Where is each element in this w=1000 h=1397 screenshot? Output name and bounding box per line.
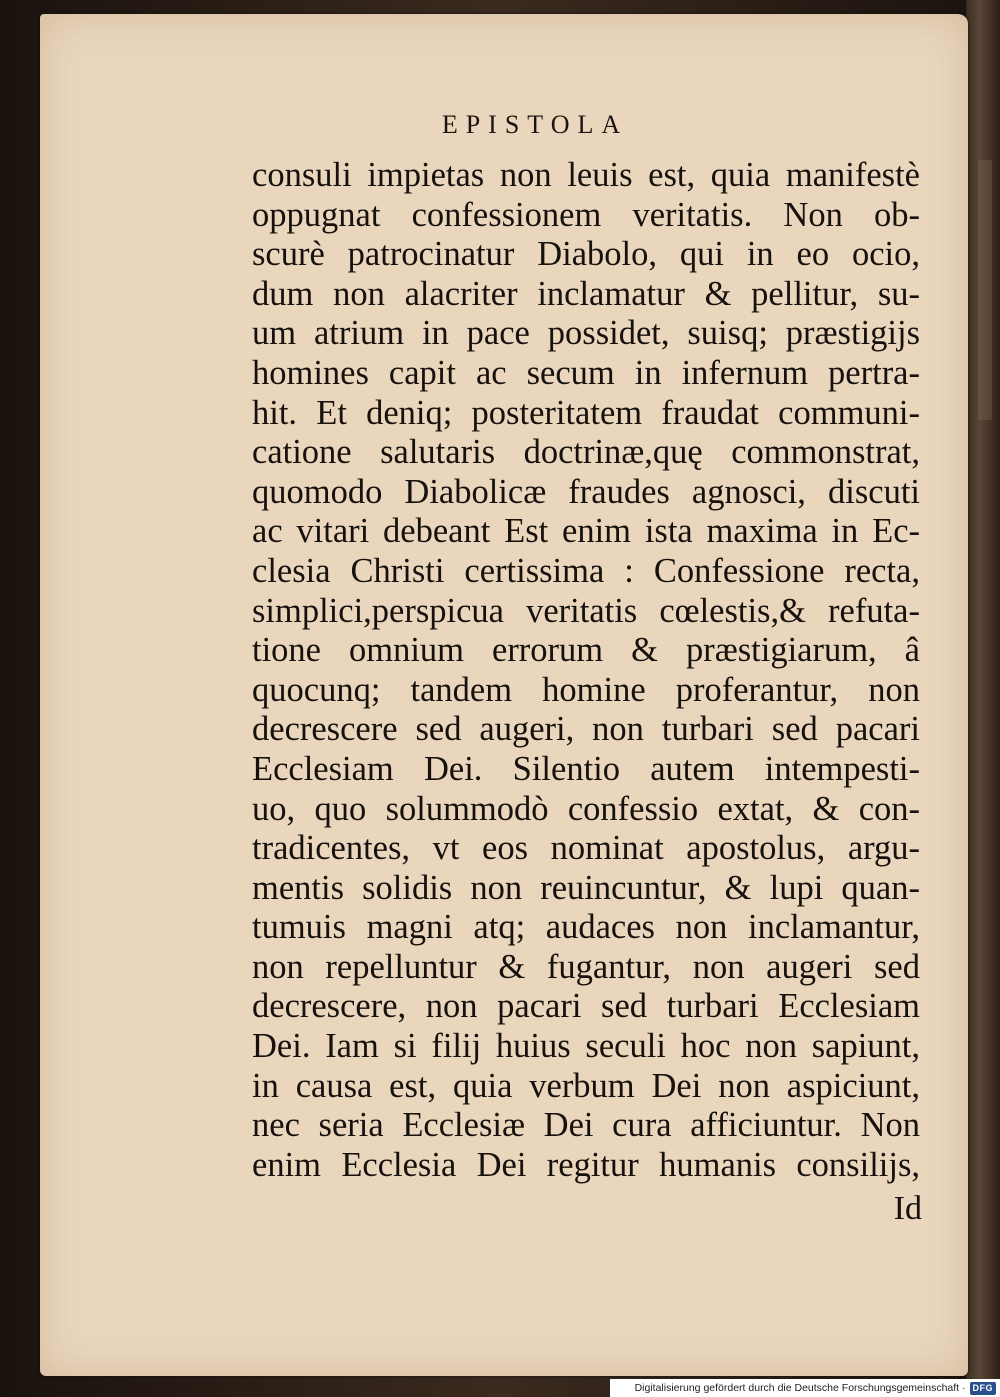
page-edge [966, 0, 1000, 1397]
text-line: hit. Et deniq; posteritatem fraudat communi- [252, 393, 920, 432]
text-line: catione salutaris doctrinæ,quę commonstrat, [252, 433, 920, 472]
text-line: clesia Christi certissima : Confessione recta, [252, 551, 920, 590]
text-line: ac vitari debeant Est enim ista maxima in Ec- [252, 512, 920, 551]
text-line: mentis solidis non reuincuntur, & lupi quan- [252, 868, 920, 907]
body-text [252, 156, 920, 1185]
text-line: scurè patrocinatur Diabolo, qui in eo ocio, [252, 235, 920, 274]
footer-attribution [610, 1379, 1000, 1397]
text-line: dum non alacriter inclamatur & pellitur, su- [252, 274, 920, 313]
text-line: homines capit ac secum in infernum pertra- [252, 353, 920, 392]
text-line: decrescere, non pacari sed turbari Ecclesiam [252, 987, 920, 1026]
text-line: decrescere sed augeri, non turbari sed pacari [252, 710, 920, 749]
text-line: tradicentes, vt eos nominat apostolus, argu- [252, 829, 920, 868]
edge-stripe [978, 160, 992, 420]
text-line: Ecclesiam Dei. Silentio autem intempesti- [252, 749, 920, 788]
running-head: EPISTOLA [441, 110, 629, 139]
text-line: tumuis magni atq; audaces non inclamantur, [252, 908, 920, 947]
text-line: quocunq; tandem homine proferantur, non [252, 670, 920, 709]
text-line: consuli impietas non leuis est, quia manifestè [252, 156, 920, 194]
text-line: um atrium in pace possidet, suisq; præstigijs [252, 314, 920, 353]
text-line: simplici,perspicua veritatis cœlestis,& refuta- [252, 591, 920, 630]
text-line: uo, quo solummodò confessio extat, & con- [252, 789, 920, 828]
text-line: nec seria Ecclesiæ Dei cura afficiuntur. Non [252, 1106, 920, 1145]
dfg-logo-icon[interactable]: DFG [970, 1382, 997, 1395]
text-line: in causa est, quia verbum Dei non aspiciunt, [252, 1066, 920, 1105]
catchword: Id [893, 1190, 922, 1227]
text-line: oppugnat confessionem veritatis. Non ob- [252, 195, 920, 234]
text-line: Dei. Iam si filij huius seculi hoc non sapiunt, [252, 1027, 920, 1066]
text-line: enim Ecclesia Dei regitur humanis consilijs, [252, 1145, 920, 1184]
footer-text: Digitalisierung gefördert durch die Deutsche Forschungsgemeinschaft · [634, 1382, 966, 1394]
text-line: quomodo Diabolicæ fraudes agnosci, discuti [252, 472, 920, 511]
text-line: non repelluntur & fugantur, non augeri sed [252, 947, 920, 986]
text-line: tione omnium errorum & præstigiarum, â [252, 631, 920, 670]
